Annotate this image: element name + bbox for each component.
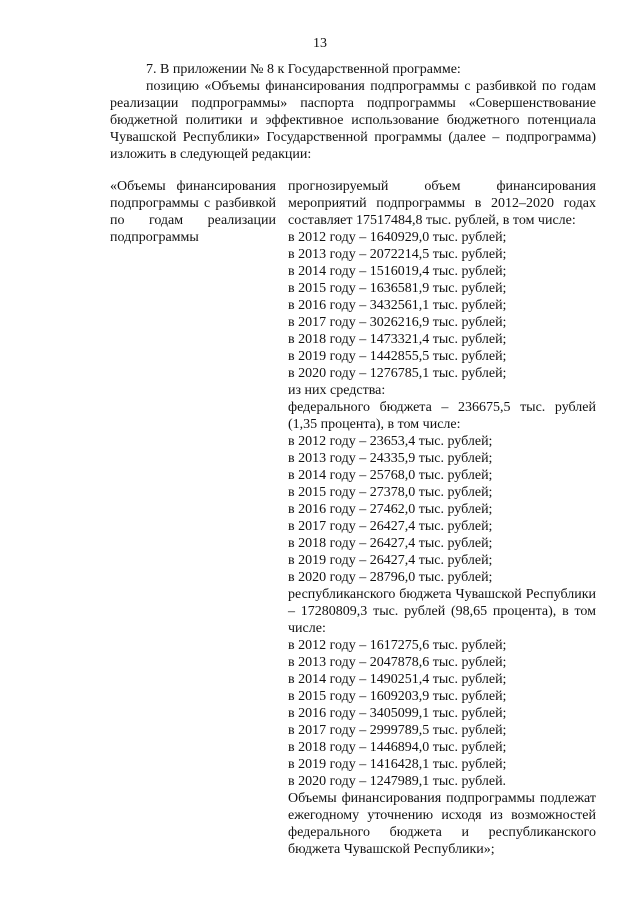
intro-item: 7. В приложении № 8 к Государственной программе:: [146, 62, 461, 77]
year-line: в 2018 году – 26427,4 тыс. рублей;: [288, 536, 493, 551]
year-line: в 2017 году – 2999789,5 тыс. рублей;: [288, 723, 507, 738]
year-line: в 2014 году – 1490251,4 тыс. рублей;: [288, 672, 507, 687]
year-line: в 2014 году – 25768,0 тыс. рублей;: [288, 468, 493, 483]
year-line: в 2012 году – 23653,4 тыс. рублей;: [288, 434, 493, 449]
year-line: в 2016 году – 3405099,1 тыс. рублей;: [288, 706, 507, 721]
republican-budget: республиканского бюджета Чувашской Республики – 17280809,3 тыс. рублей (98,65 процента), в том числе:: [288, 587, 596, 636]
federal-years-list: [288, 433, 596, 586]
intro-section: [110, 61, 596, 163]
year-line: в 2015 году – 1636581,9 тыс. рублей;: [288, 281, 507, 296]
year-line: в 2017 году – 3026216,9 тыс. рублей;: [288, 315, 507, 330]
year-line: в 2020 году – 1247989,1 тыс. рублей.: [288, 774, 507, 789]
total-years-list: [288, 229, 596, 382]
table-right-content: [288, 178, 596, 858]
year-line: в 2013 году – 24335,9 тыс. рублей;: [288, 451, 493, 466]
year-line: в 2015 году – 1609203,9 тыс. рублей;: [288, 689, 507, 704]
total-financing: прогнозируемый объем финансирования мероприятий подпрограммы в 2012–2020 годах составляет 17517484,8 тыс. рублей, в том числе:: [288, 179, 596, 228]
republican-years-list: [288, 637, 596, 790]
federal-budget: федерального бюджета – 236675,5 тыс. рублей (1,35 процента), в том числе:: [288, 400, 596, 432]
year-line: в 2012 году – 1640929,0 тыс. рублей;: [288, 230, 507, 245]
table-left-label: «Объемы финансирования подпрограммы с разбивкой по годам реализации подпрограммы: [110, 179, 276, 245]
intro-paragraph: позицию «Объемы финансирования подпрограммы с разбивкой по годам реализации подпрограммы» паспорта подпрограммы «Совершенствование бюджетной политики и эффективное использование бюджетного потенциала Чувашской Республики» Государственной программы (далее – подпрограмма) изложить в следующей редакции:: [110, 79, 596, 162]
year-line: в 2020 году – 1276785,1 тыс. рублей;: [288, 366, 507, 381]
year-line: в 2017 году – 26427,4 тыс. рублей;: [288, 519, 493, 534]
year-line: в 2019 году – 1416428,1 тыс. рублей;: [288, 757, 507, 772]
year-line: в 2018 году – 1446894,0 тыс. рублей;: [288, 740, 507, 755]
year-line: в 2016 году – 27462,0 тыс. рублей;: [288, 502, 493, 517]
year-line: в 2014 году – 1516019,4 тыс. рублей;: [288, 264, 507, 279]
year-line: в 2018 году – 1473321,4 тыс. рублей;: [288, 332, 507, 347]
year-line: в 2019 году – 1442855,5 тыс. рублей;: [288, 349, 507, 364]
year-line: в 2012 году – 1617275,6 тыс. рублей;: [288, 638, 507, 653]
year-line: в 2019 году – 26427,4 тыс. рублей;: [288, 553, 493, 568]
sources-intro: из них средства:: [288, 383, 386, 398]
year-line: в 2015 году – 27378,0 тыс. рублей;: [288, 485, 493, 500]
year-line: в 2013 году – 2072214,5 тыс. рублей;: [288, 247, 507, 262]
year-line: в 2016 году – 3432561,1 тыс. рублей;: [288, 298, 507, 313]
financing-note: Объемы финансирования подпрограммы подлежат ежегодному уточнению исходя из возможностей федерального бюджета и республиканского бюджета Чувашской Республики»;: [288, 791, 596, 857]
year-line: в 2013 году – 2047878,6 тыс. рублей;: [288, 655, 507, 670]
page-number: 13: [313, 36, 327, 51]
year-line: в 2020 году – 28796,0 тыс. рублей;: [288, 570, 493, 585]
